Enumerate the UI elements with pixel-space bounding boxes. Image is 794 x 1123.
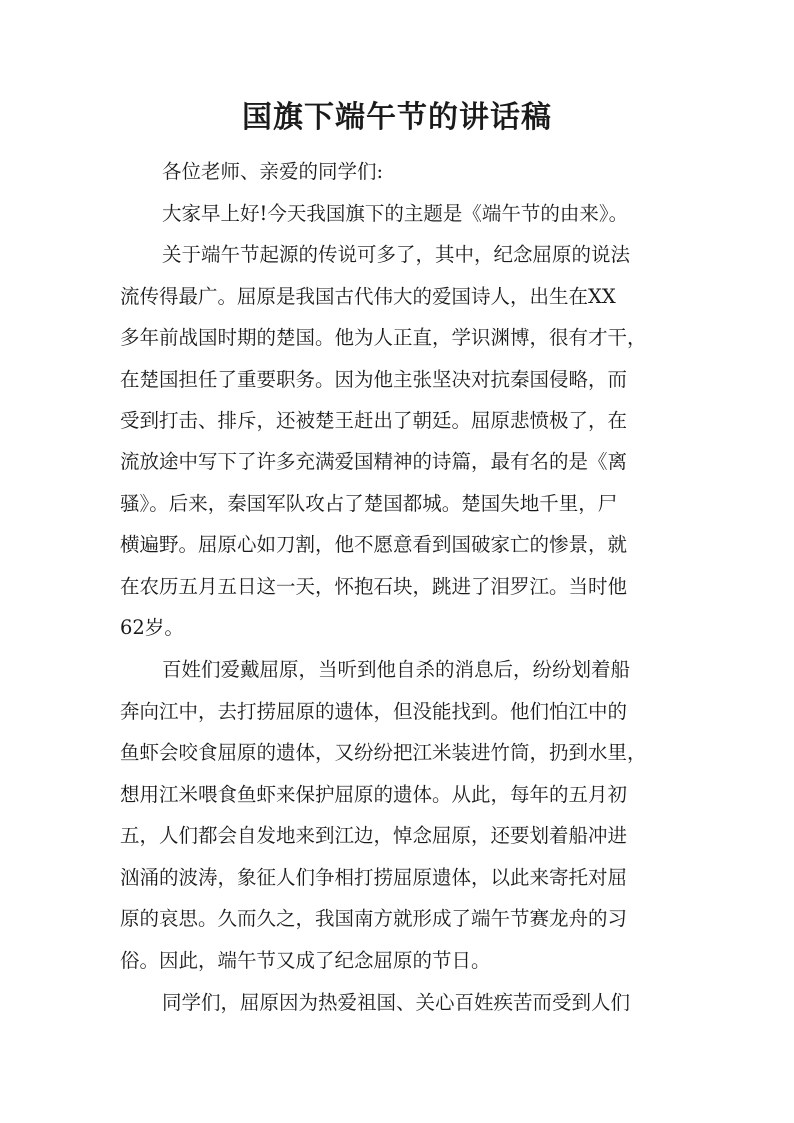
paragraph-line: 在农历五月五日这一天，怀抱石块，跳进了泪罗江。当时他 <box>120 575 628 598</box>
paragraph-line: 受到打击、排斥，还被楚王赶出了朝廷。屈原悲愤极了，在 <box>120 409 628 432</box>
paragraph-line: 同学们，屈原因为热爱祖国、关心百姓疾苦而受到人们 <box>162 991 631 1014</box>
paragraph-line: 鱼虾会咬食屈原的遗体，又纷纷把江米装进竹筒，扔到水里， <box>120 741 647 764</box>
salutation-line: 各位老师、亲爱的同学们: <box>162 160 384 183</box>
paragraph-line: 多年前战国时期的楚国。他为人正直，学识渊博，很有才干， <box>120 326 647 349</box>
paragraph-line: 百姓们爱戴屈原，当听到他自杀的消息后，纷纷划着船 <box>162 658 631 681</box>
paragraph-line: 俗。因此，端午节又成了纪念屈原的节日。 <box>120 949 491 972</box>
paragraph-line: 横遍野。屈原心如刀割，他不愿意看到国破家亡的惨景，就 <box>120 533 628 556</box>
paragraph-line: 奔向江中，去打捞屈原的遗体，但没能找到。他们怕江中的 <box>120 700 628 723</box>
paragraph-line: 想用江米喂食鱼虾来保护屈原的遗体。从此，每年的五月初 <box>120 783 628 806</box>
greeting-line: 大家早上好!今天我国旗下的主题是《端午节的由来》。 <box>162 202 629 225</box>
document-title: 国旗下端午节的讲话稿 <box>242 100 552 135</box>
paragraph-line: 汹涌的波涛，象征人们争相打捞屈原遗体，以此来寄托对屈 <box>120 866 628 889</box>
paragraph-line: 原的哀思。久而久之，我国南方就形成了端午节赛龙舟的习 <box>120 907 628 930</box>
paragraph-line: 关于端午节起源的传说可多了，其中，纪念屈原的说法 <box>162 243 631 266</box>
paragraph-line: 骚》。后来，秦国军队攻占了楚国都城。楚国失地千里，尸 <box>120 492 618 515</box>
paragraph-line: 62岁。 <box>120 616 184 639</box>
paragraph-line: 流放途中写下了许多充满爱国精神的诗篇，最有名的是《离 <box>120 450 628 473</box>
paragraph-line: 五，人们都会自发地来到江边，悼念屈原，还要划着船冲进 <box>120 824 628 847</box>
paragraph-line: 流传得最广。屈原是我国古代伟大的爱国诗人，出生在XX <box>120 285 616 308</box>
paragraph-line: 在楚国担任了重要职务。因为他主张坚决对抗秦国侵略，而 <box>120 368 628 391</box>
